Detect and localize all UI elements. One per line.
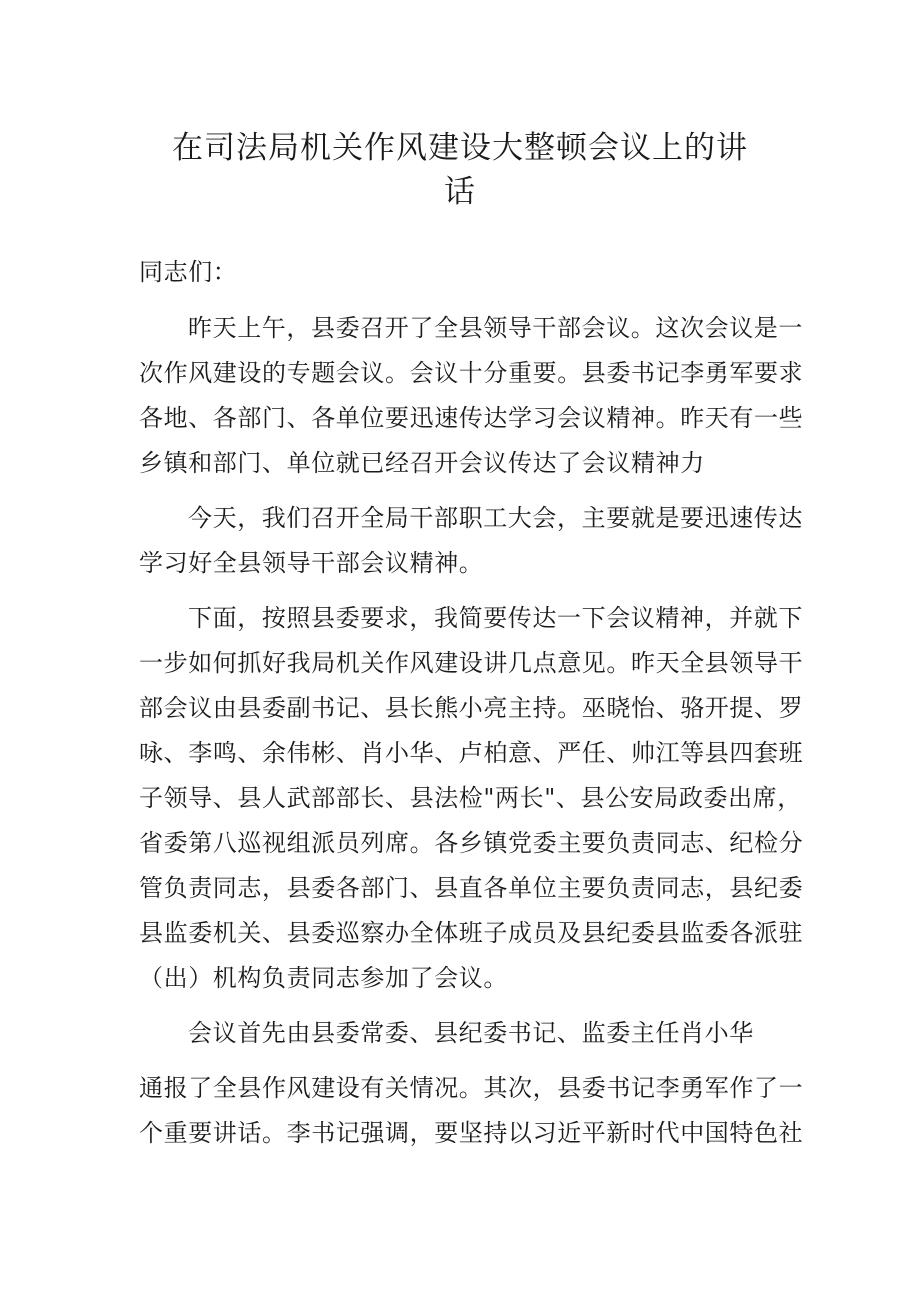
text-line: 昨天上午，县委召开了全县领导干部会议。这次会议是一 [188, 314, 803, 342]
text-line: 一步如何抓好我局机关作风建设讲几点意见。昨天全县领导干 [139, 649, 804, 677]
text-line: 学习好全县领导干部会议精神。 [139, 549, 484, 577]
text-line: 乡镇和部门、单位就已经召开会议传达了会议精神力 [139, 449, 705, 477]
text-line: 次作风建设的专题会议。会议十分重要。县委书记李勇军要求 [139, 359, 804, 387]
text-line: 省委第八巡视组派员列席。各乡镇党委主要负责同志、纪检分 [139, 829, 804, 857]
text-line: 咏、李鸣、余伟彬、肖小华、卢柏意、严任、帅江等县四套班 [139, 739, 804, 767]
text-line: 各地、各部门、各单位要迅速传达学习会议精神。昨天有一些 [139, 404, 804, 432]
text-line: 部会议由县委副书记、县长熊小亮主持。巫晓怡、骆开提、罗 [139, 694, 804, 722]
text-line: 通报了全县作风建设有关情况。其次，县委书记李勇军作了一 [139, 1074, 804, 1102]
text-line: 县监委机关、县委巡察办全体班子成员及县纪委县监委各派驻 [139, 919, 804, 947]
text-line: 会议首先由县委常委、县纪委书记、监委主任肖小华 [188, 1019, 754, 1047]
text-line: 今天，我们召开全局干部职工大会，主要就是要迅速传达 [188, 504, 803, 532]
text-line: 个重要讲话。李书记强调，要坚持以习近平新时代中国特色社 [139, 1119, 804, 1147]
salutation: 同志们： [139, 258, 238, 286]
document-title-line-1: 在司法局机关作风建设大整顿会议上的讲 [172, 130, 748, 166]
text-line: （出）机构负责同志参加了会议。 [139, 964, 508, 992]
text-line: 子领导、县人武部部长、县法检"两长"、县公安局政委出席， [139, 784, 802, 812]
document-title-line-2: 话 [444, 174, 476, 210]
text-line: 下面，按照县委要求，我简要传达一下会议精神，并就下 [188, 604, 803, 632]
text-line: 管负责同志，县委各部门、县直各单位主要负责同志，县纪委 [139, 874, 804, 902]
